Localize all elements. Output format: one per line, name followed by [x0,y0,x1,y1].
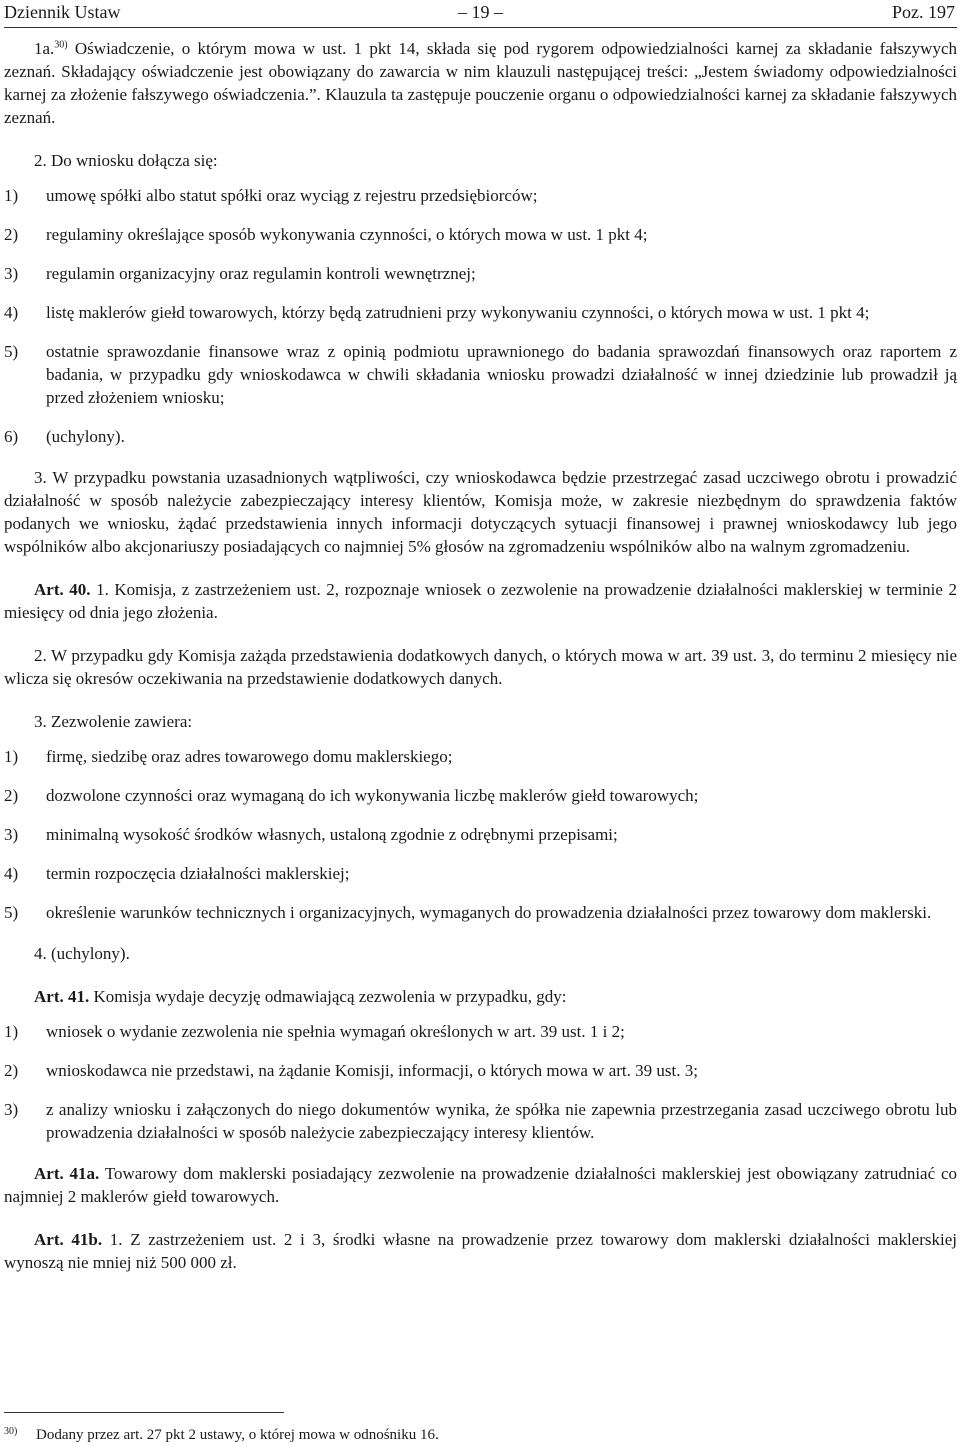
list-item-text: (uchylony). [46,427,125,446]
list-item-number: 2) [4,1061,19,1080]
list-item-number: 3) [4,1100,19,1119]
list-item [4,784,957,807]
list-item-number: 4) [4,303,19,322]
attachments-list [4,184,957,448]
refusal-reasons-list [4,1020,957,1144]
list-item-text: określenie warunków technicznych i organizacyjnych, wymaganych do prowadzenia działalności przez towarowy dom maklerski. [46,903,932,922]
article-41a [4,1162,957,1208]
header-divider [4,27,957,28]
article-40-paragraph-2: 2. W przypadku gdy Komisja zażąda przedstawienia dodatkowych danych, o których mowa w art. 39 ust. 3, do terminu 2 miesięcy nie wlicza się okresów oczekiwania na przedstawienie dodatkowych danych. [4,646,957,688]
list-item [4,745,957,768]
paragraph-text: Oświadczenie, o którym mowa w ust. 1 pkt 14, składa się pod rygorem odpowiedzialności karnej za składanie fałszywych zeznań. Składający oświadczenie jest obowiązany do zawarcia w nim klauzuli następującej treści: „Jestem świadomy odpowiedzialności karnej za złożenie fałszywego oświadczenia.”. Klauzula ta zastępuje pouczenie organu o odpowiedzialności karnej za składanie fałszywych zeznań. [4,39,957,127]
list-item-text: listę maklerów giełd towarowych, którzy będą zatrudnieni przy wykonywaniu czynności, o których mowa w ust. 1 pkt 4; [46,303,870,322]
list-item [4,425,957,448]
list-item [4,901,957,924]
paragraph-2-intro: 2. Do wniosku dołącza się: [34,151,218,170]
list-item [4,823,957,846]
page-number: – 19 – [458,2,503,22]
list-item [4,1059,957,1082]
list-item-number: 2) [4,225,19,244]
list-item-number: 5) [4,342,19,361]
article-40-paragraph-1 [4,578,957,624]
list-item-text: ostatnie sprawozdanie finansowe wraz z opinią podmiotu uprawnionego do badania sprawozdań finansowych oraz raportem z badania, w przypadku gdy wnioskodawca w chwili składania wniosku prowadzi działalność w innej dziedzinie lub prowadził ją przed złożeniem wniosku; [46,342,957,407]
journal-title: Dziennik Ustaw [4,2,121,22]
article-label: Art. 41b. [34,1230,103,1249]
page-header [4,2,957,26]
paragraph-1a [4,37,957,129]
footnote-number: 30) [4,1426,18,1437]
list-item-number: 3) [4,825,19,844]
list-item-text: firmę, siedzibę oraz adres towarowego domu maklerskiego; [46,747,453,766]
article-label: Art. 40. [34,580,91,599]
list-item-text: termin rozpoczęcia działalności maklerskiej; [46,864,350,883]
list-item-number: 4) [4,864,19,883]
list-item-text: dozwolone czynności oraz wymaganą do ich wykonywania liczbę maklerów giełd towarowych; [46,786,699,805]
list-item-number: 6) [4,427,19,446]
list-item-text: z analizy wniosku i załączonych do niego dokumentów wynika, że spółka nie zapewnia przestrzegania zasad uczciwego obrotu lub prowadzenia działalności w sposób należycie zabezpieczający interesy klientów. [46,1100,957,1142]
list-item [4,262,957,285]
article-text: Komisja wydaje decyzję odmawiającą zezwolenia w przypadku, gdy: [89,987,567,1006]
list-item-text: minimalną wysokość środków własnych, ustaloną zgodnie z odrębnymi przepisami; [46,825,618,844]
list-item-number: 5) [4,903,19,922]
list-item-text: wniosek o wydanie zezwolenia nie spełnia wymagań określonych w art. 39 ust. 1 i 2; [46,1022,625,1041]
list-item-text: regulaminy określające sposób wykonywania czynności, o których mowa w ust. 1 pkt 4; [46,225,648,244]
document-body [4,37,957,1294]
document-page [4,0,957,1447]
list-item-number: 2) [4,786,19,805]
paragraph-number: 1a. [34,39,55,58]
list-item-text: wnioskodawca nie przedstawi, na żądanie Komisji, informacji, o których mowa w art. 39 ust. 3; [46,1061,698,1080]
article-text: 1. Z zastrzeżeniem ust. 2 i 3, środki własne na prowadzenie przez towarowy dom maklerski działalności maklerskiej wynoszą nie mniej niż 500 000 zł. [4,1230,957,1272]
list-item [4,862,957,885]
position-number: Poz. 197 [892,2,955,22]
footnote-divider [4,1412,284,1413]
article-40-paragraph-3-intro: 3. Zezwolenie zawiera: [34,712,193,731]
list-item [4,340,957,409]
list-item-number: 1) [4,186,19,205]
list-item [4,1098,957,1144]
list-item-text: regulamin organizacyjny oraz regulamin kontroli wewnętrznej; [46,264,476,283]
article-41b [4,1228,957,1274]
footnote-reference: 30) [54,39,68,51]
list-item [4,184,957,207]
list-item-number: 1) [4,747,19,766]
permit-contents-list [4,745,957,924]
list-item [4,1020,957,1043]
article-text: 1. Komisja, z zastrzeżeniem ust. 2, rozpoznaje wniosek o zezwolenie na prowadzenie działalności maklerskiej w terminie 2 miesięcy od dnia jego złożenia. [4,580,957,622]
article-label: Art. 41. [34,987,90,1006]
list-item-text: umowę spółki albo statut spółki oraz wyciąg z rejestru przedsiębiorców; [46,186,538,205]
list-item [4,223,957,246]
article-text: Towarowy dom maklerski posiadający zezwolenie na prowadzenie działalności maklerskiej jest obowiązany zatrudniać co najmniej 2 maklerów giełd towarowych. [4,1164,957,1206]
footnote [4,1425,957,1445]
article-label: Art. 41a. [34,1164,100,1183]
list-item-number: 3) [4,264,19,283]
footnote-text: Dodany przez art. 27 pkt 2 ustawy, o której mowa w odnośniku 16. [36,1427,439,1443]
paragraph-3: 3. W przypadku powstania uzasadnionych wątpliwości, czy wnioskodawca będzie przestrzegać zasad uczciwego obrotu i prowadzić działalność w sposób należycie zabezpieczający interesy klientów, Komisja może, w zakresie niezbędnym do sprawdzenia faktów podanych we wniosku, żądać przedstawienia innych informacji dotyczących sytuacji finansowej i prawnej wnioskodawcy lub jego wspólników albo akcjonariuszy posiadających co najmniej 5% głosów na zgromadzeniu wspólników albo na walnym zgromadzeniu. [4,468,957,556]
article-40-paragraph-4: 4. (uchylony). [34,944,130,963]
article-41-intro [4,985,957,1008]
list-item [4,301,957,324]
list-item-number: 1) [4,1022,19,1041]
